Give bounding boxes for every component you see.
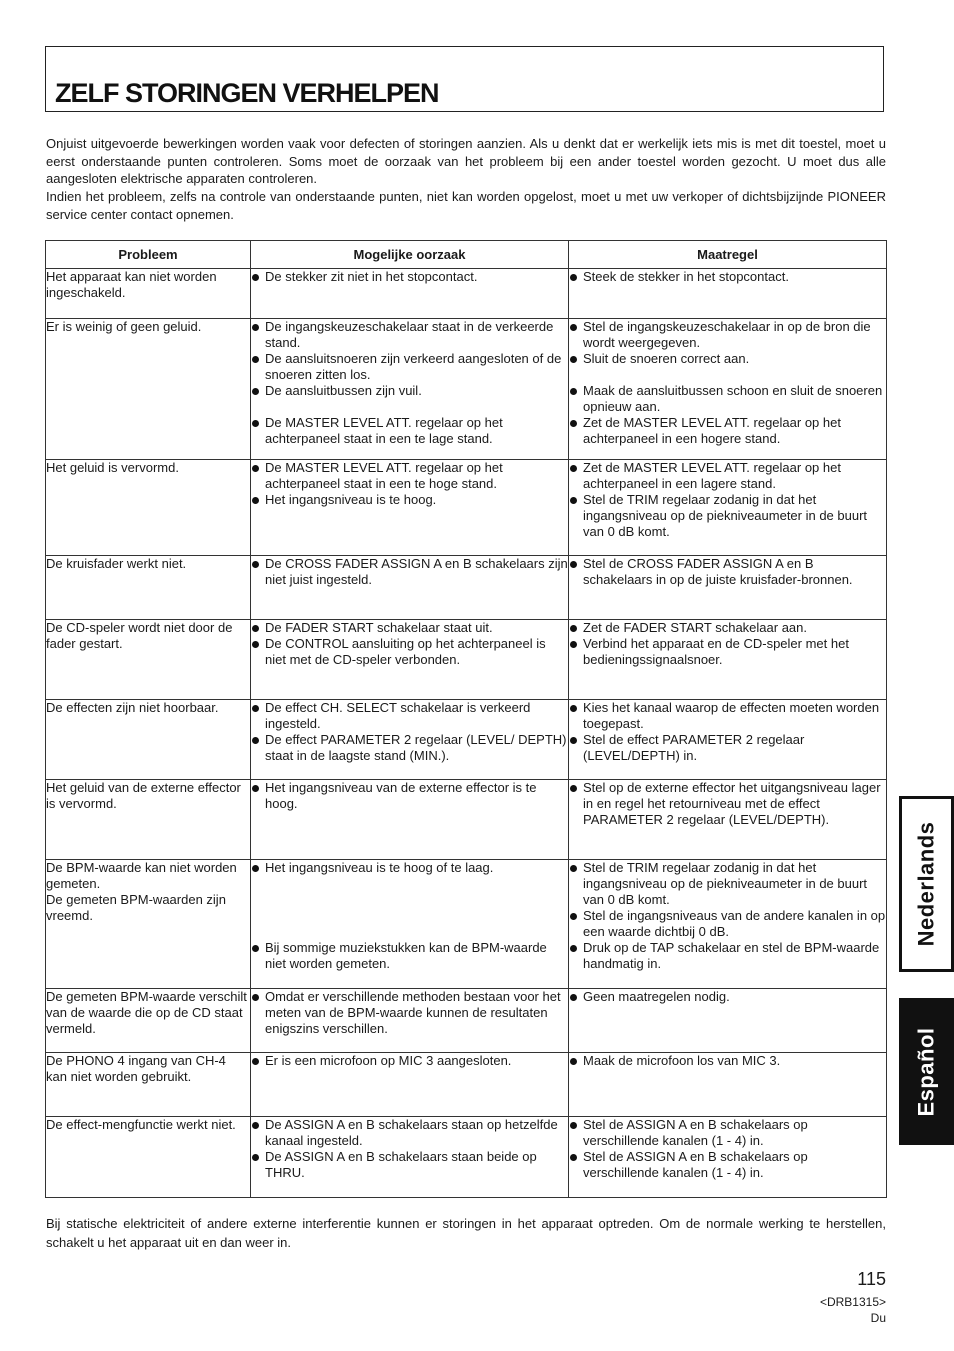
remedy-item: Stel de ASSIGN A en B schakelaars op verschillende kanalen (1 - 4) in. [569,1149,886,1181]
problem-line: De gemeten BPM-waarden zijn vreemd. [46,892,226,923]
remedy-cell [569,1053,887,1117]
cause-item: Omdat er verschillende methoden bestaan voor het meten van de BPM-waarde kunnen de resultaten enigszins verschillen. [251,989,568,1037]
cause-item: Bij sommige muziekstukken kan de BPM-waarde niet worden gemeten. [251,940,568,972]
footer-note: Bij statische elektriciteit of andere externe interferentie kunnen er storingen in het apparaat optreden. Om de normale werking te herstellen, schakelt u het apparaat uit en dan weer in. [46,1216,886,1250]
cause-item: Het ingangsniveau van de externe effector is te hoog. [251,780,568,812]
remedy-cell [569,700,887,780]
table-row [46,319,887,460]
table-row [46,1117,887,1198]
doc-code-id: <DRB1315> [819,1295,886,1309]
table-row [46,700,887,780]
cause-item: De aansluitbussen zijn vuil. [251,383,568,399]
remedy-item: Stel op de externe effector het uitgangsniveau lager in en regel het retourniveau met de effect PARAMETER 2 regelaar (LEVEL/DEPTH). [569,780,886,828]
cause-item: De FADER START schakelaar staat uit. [251,620,568,636]
language-tab-label: Nederlands [913,821,939,947]
remedy-item: Stel de ASSIGN A en B schakelaars op verschillende kanalen (1 - 4) in. [569,1117,886,1149]
remedy-item: Sluit de snoeren correct aan. [569,351,886,367]
table-row [46,620,887,700]
intro-paragraph-1: Onjuist uitgevoerde bewerkingen worden vaak voor defecten of storingen aanzien. Als u denkt dat er werkelijk iets mis is met dit toestel, moet u eerst onderstaande punten controleren. Soms moet de oorzaak van het probleem bij een ander toestel worden gezocht. U moet dus alle aangesloten elektrische apparaten controleren. [46,136,886,187]
remedy-cell [569,989,887,1053]
remedy-item: Verbind het apparaat en de CD-speler met het bedieningssignaalsnoer. [569,636,886,668]
remedy-item: Stel de ingangskeuzeschakelaar in op de bron die wordt weergegeven. [569,319,886,351]
table-row [46,860,887,989]
intro-text [46,135,886,224]
cause-cell [251,780,569,860]
cause-cell [251,860,569,989]
cause-cell [251,269,569,319]
title-box [45,46,884,112]
intro-paragraph-2: Indien het probleem, zelfs na controle van onderstaande punten, niet kan worden opgelost, moet u met uw verkoper of dichtsbijzijnde PIONEER service center contact opnemen. [46,189,886,222]
cause-item: De ingangskeuzeschakelaar staat in de verkeerde stand. [251,319,568,351]
cause-cell [251,1117,569,1198]
problem-cell: Het geluid van de externe effector is vervormd. [46,780,251,860]
cause-item: De stekker zit niet in het stopcontact. [251,269,568,285]
remedy-cell [569,780,887,860]
table-row [46,780,887,860]
header-cause: Mogelijke oorzaak [251,241,569,269]
remedy-item: Stel de TRIM regelaar zodanig in dat het ingangsniveau op de piekniveaumeter in de buurt van 0 dB komt. [569,860,886,908]
problem-cell: De CD-speler wordt niet door de fader gestart. [46,620,251,700]
problem-line: De BPM-waarde kan niet worden gemeten. [46,860,237,891]
problem-cell: De effect-mengfunctie werkt niet. [46,1117,251,1198]
remedy-cell [569,460,887,556]
problem-cell: De kruisfader werkt niet. [46,556,251,620]
remedy-item: Stel de ingangsniveaus van de andere kanalen in op een waarde dichtbij 0 dB. [569,908,886,940]
table-row [46,556,887,620]
cause-cell [251,556,569,620]
cause-cell [251,1053,569,1117]
problem-cell: De gemeten BPM-waarde verschilt van de waarde die op de CD staat vermeld. [46,989,251,1053]
remedy-cell [569,556,887,620]
table-row [46,1053,887,1117]
remedy-item: Stel de effect PARAMETER 2 regelaar (LEVEL/DEPTH) in. [569,732,886,764]
remedy-item: Steek de stekker in het stopcontact. [569,269,886,285]
remedy-item: Zet de FADER START schakelaar aan. [569,620,886,636]
table-header-row [46,241,887,269]
problem-cell: Er is weinig of geen geluid. [46,319,251,460]
remedy-item: Druk op de TAP schakelaar en stel de BPM-waarde handmatig in. [569,940,886,972]
doc-code-lang: Du [870,1311,886,1325]
header-remedy: Maatregel [569,241,887,269]
cause-item: De effect CH. SELECT schakelaar is verkeerd ingesteld. [251,700,568,732]
problem-cell [46,860,251,989]
table-row [46,989,887,1053]
cause-item: Het ingangsniveau is te hoog of te laag. [251,860,568,876]
language-tab-espanol[interactable] [899,998,954,1145]
cause-item: De ASSIGN A en B schakelaars staan op hetzelfde kanaal ingesteld. [251,1117,568,1149]
cause-item: De CONTROL aansluiting op het achterpaneel is niet met de CD-speler verbonden. [251,636,568,668]
language-tab-nederlands[interactable] [899,796,954,972]
remedy-cell [569,620,887,700]
page-title: ZELF STORINGEN VERHELPEN [55,78,439,108]
remedy-cell [569,319,887,460]
problem-cell: Het apparaat kan niet worden ingeschakeld. [46,269,251,319]
remedy-item: Stel de TRIM regelaar zodanig in dat het ingangsniveau op de piekniveaumeter in de buurt van 0 dB komt. [569,492,886,540]
cause-cell [251,700,569,780]
remedy-item: Geen maatregelen nodig. [569,989,886,1005]
remedy-item: Maak de aansluitbussen schoon en sluit de snoeren opnieuw aan. [569,383,886,415]
remedy-item: Kies het kanaal waarop de effecten moeten worden toegepast. [569,700,886,732]
remedy-item: Maak de microfoon los van MIC 3. [569,1053,886,1069]
remedy-cell [569,1117,887,1198]
cause-item: De MASTER LEVEL ATT. regelaar op het achterpaneel staat in een te lage stand. [251,415,568,447]
language-tab-label: Español [913,1026,939,1117]
remedy-cell [569,860,887,989]
problem-cell: De PHONO 4 ingang van CH-4 kan niet worden gebruikt. [46,1053,251,1117]
table-row [46,269,887,319]
cause-cell [251,460,569,556]
troubleshooting-table [45,240,887,1198]
remedy-item: Zet de MASTER LEVEL ATT. regelaar op het achterpaneel in een hogere stand. [569,415,886,447]
cause-cell [251,319,569,460]
cause-item: De CROSS FADER ASSIGN A en B schakelaars zijn niet juist ingesteld. [251,556,568,588]
cause-item: De aansluitsnoeren zijn verkeerd aangesloten of de snoeren zitten los. [251,351,568,383]
remedy-item: Zet de MASTER LEVEL ATT. regelaar op het achterpaneel in een lagere stand. [569,460,886,492]
page-number: 115 [857,1269,886,1289]
cause-cell [251,620,569,700]
problem-cell: De effecten zijn niet hoorbaar. [46,700,251,780]
table-row [46,460,887,556]
cause-cell [251,989,569,1053]
doc-code [820,1294,886,1326]
cause-item: De MASTER LEVEL ATT. regelaar op het achterpaneel staat in een te hoge stand. [251,460,568,492]
remedy-item: Stel de CROSS FADER ASSIGN A en B schakelaars in op de juiste kruisfader-bronnen. [569,556,886,588]
cause-item: De effect PARAMETER 2 regelaar (LEVEL/ DEPTH) staat in de laagste stand (MIN.). [251,732,568,764]
cause-item: Er is een microfoon op MIC 3 aangesloten. [251,1053,568,1069]
cause-item: De ASSIGN A en B schakelaars staan beide op THRU. [251,1149,568,1181]
problem-cell: Het geluid is vervormd. [46,460,251,556]
cause-item: Het ingangsniveau is te hoog. [251,492,568,508]
header-problem: Probleem [46,241,251,269]
remedy-cell [569,269,887,319]
